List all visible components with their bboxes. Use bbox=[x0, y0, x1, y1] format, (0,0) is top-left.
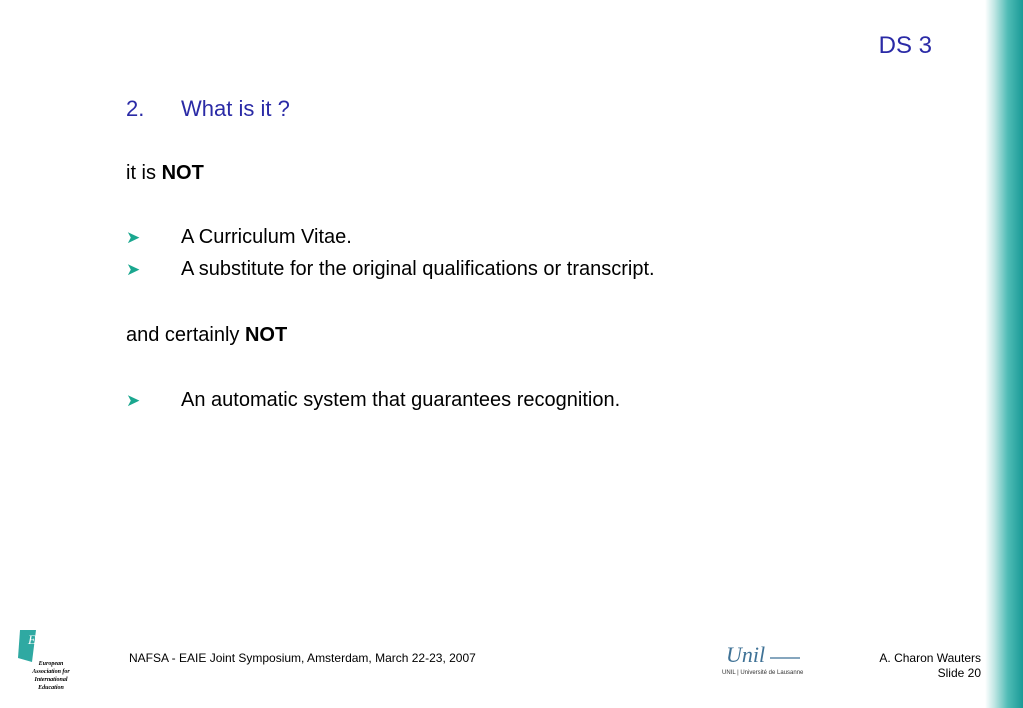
eaie-caption: European Association for International Education bbox=[32, 661, 70, 691]
footer-author: A. Charon Wauters bbox=[879, 651, 981, 665]
footer-event: NAFSA - EAIE Joint Symposium, Amsterdam, March 22-23, 2007 bbox=[129, 651, 476, 665]
unil-caption: UNIL | Université de Lausanne bbox=[722, 670, 804, 676]
footer-slide-number: Slide 20 bbox=[937, 666, 981, 680]
heading-number: 2. bbox=[126, 96, 145, 121]
decorative-side-bar bbox=[985, 0, 1023, 708]
corner-label: DS 3 bbox=[878, 32, 932, 59]
arrowhead-bullet-icon: ➤ bbox=[126, 228, 141, 247]
arrowhead-bullet-icon: ➤ bbox=[126, 391, 141, 410]
footer-right bbox=[879, 651, 981, 681]
bullet-text: A substitute for the original qualifications or transcript. bbox=[181, 258, 655, 280]
heading-text: What is it ? bbox=[181, 96, 290, 121]
intro-bold: NOT bbox=[161, 162, 204, 184]
second-prefix: and certainly bbox=[126, 324, 245, 346]
second-bold: NOT bbox=[244, 324, 288, 346]
arrowhead-bullet-icon: ➤ bbox=[126, 260, 141, 279]
slide-heading bbox=[126, 96, 290, 122]
bullet-text: A Curriculum Vitae. bbox=[181, 226, 352, 248]
intro-prefix: it is bbox=[126, 162, 162, 184]
bullet-item bbox=[126, 258, 655, 281]
bullet-text: An automatic system that guarantees recognition. bbox=[181, 389, 621, 411]
bullet-item bbox=[126, 389, 620, 412]
second-line bbox=[126, 324, 287, 347]
eaie-logo-letters: EaIE bbox=[28, 632, 55, 647]
unil-wordmark: Unil bbox=[726, 642, 766, 667]
intro-line bbox=[126, 162, 204, 185]
bullet-item bbox=[126, 226, 352, 249]
